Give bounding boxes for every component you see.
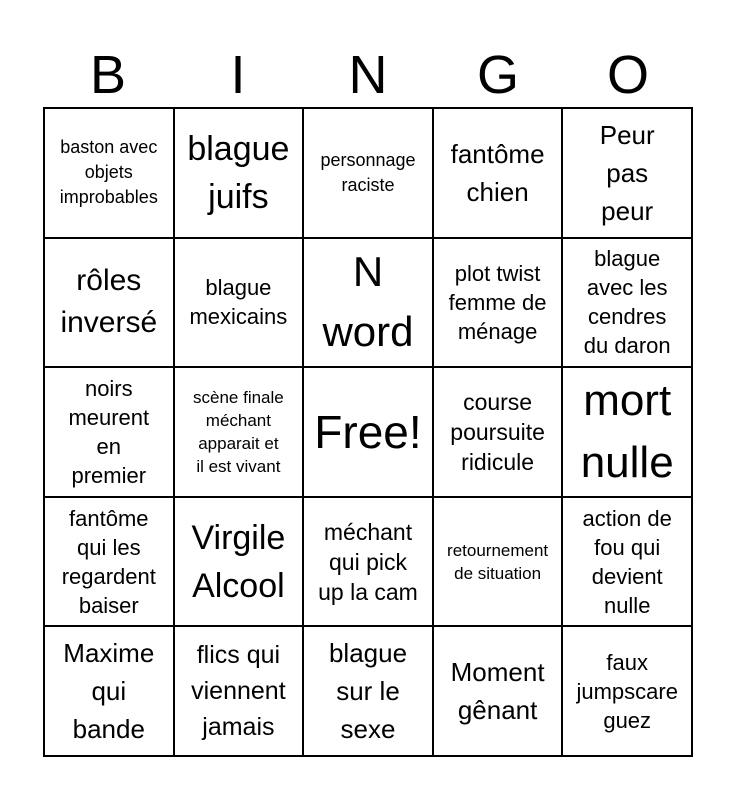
cell-text: personnage raciste — [320, 149, 416, 195]
bingo-cell[interactable] — [174, 497, 304, 627]
cell-text: méchant qui pick up la cam — [318, 518, 418, 605]
cell-text: scène finale méchant apparait et il est vivant — [193, 387, 284, 476]
cell-text: Peur pas peur — [599, 119, 655, 226]
bingo-grid — [43, 107, 693, 757]
cell-text: baston avec objets improbables — [59, 137, 158, 208]
cell-text: blague juifs — [187, 129, 290, 216]
cell-text: course poursuite ridicule — [450, 388, 545, 475]
cell-text: blague avec les cendres du daron — [583, 246, 671, 359]
bingo-cell[interactable] — [303, 367, 433, 497]
bingo-cell[interactable] — [174, 238, 304, 368]
bingo-cell[interactable] — [303, 497, 433, 627]
bingo-cell[interactable] — [303, 626, 433, 756]
bingo-cell[interactable] — [303, 108, 433, 238]
bingo-cell[interactable] — [44, 238, 174, 368]
header-letter-i: I — [230, 45, 246, 105]
header-letter-g: G — [476, 45, 519, 105]
cell-text: Moment gênant — [450, 657, 545, 726]
header-letter-o: O — [606, 45, 649, 105]
cell-text: fantôme chien — [450, 138, 545, 207]
cell-text: blague sur le sexe — [328, 638, 408, 745]
cell-text: N word — [322, 248, 414, 356]
cell-text: action de fou qui devient nulle — [582, 505, 672, 618]
bingo-cell[interactable] — [562, 238, 692, 368]
cell-text: Virgile Alcool — [191, 518, 286, 605]
cell-text: retournement de situation — [447, 540, 549, 583]
bingo-cell[interactable] — [433, 497, 563, 627]
cell-text: mort nulle — [580, 376, 674, 487]
cell-text: Maxime qui bande — [63, 638, 155, 745]
bingo-cell[interactable] — [44, 626, 174, 756]
cell-text: noirs meurent en premier — [68, 375, 150, 488]
header-letter-n: N — [348, 45, 388, 105]
bingo-cell[interactable] — [174, 367, 304, 497]
bingo-cell[interactable] — [433, 626, 563, 756]
cell-text: fantôme qui les regardent baiser — [61, 505, 156, 618]
bingo-cell[interactable] — [433, 367, 563, 497]
header-letter-b: B — [89, 45, 127, 105]
cell-text: flics qui viennent jamais — [191, 641, 286, 742]
bingo-cell[interactable] — [562, 626, 692, 756]
bingo-cell[interactable] — [44, 497, 174, 627]
bingo-cell[interactable] — [562, 497, 692, 627]
cell-text: plot twist femme de ménage — [448, 260, 547, 344]
cell-text: blague mexicains — [189, 275, 288, 330]
cell-text: Free! — [314, 405, 422, 458]
bingo-cell[interactable] — [433, 238, 563, 368]
bingo-cell[interactable] — [44, 108, 174, 238]
bingo-cell[interactable] — [174, 108, 304, 238]
bingo-cell[interactable] — [433, 108, 563, 238]
bingo-cell[interactable] — [174, 626, 304, 756]
bingo-cell[interactable] — [44, 367, 174, 497]
bingo-cell[interactable] — [303, 238, 433, 368]
bingo-header — [43, 42, 693, 108]
cell-text: rôles inversé — [60, 264, 158, 340]
bingo-cell[interactable] — [562, 367, 692, 497]
cell-text: faux jumpscare guez — [576, 649, 678, 733]
bingo-cell[interactable] — [562, 108, 692, 238]
